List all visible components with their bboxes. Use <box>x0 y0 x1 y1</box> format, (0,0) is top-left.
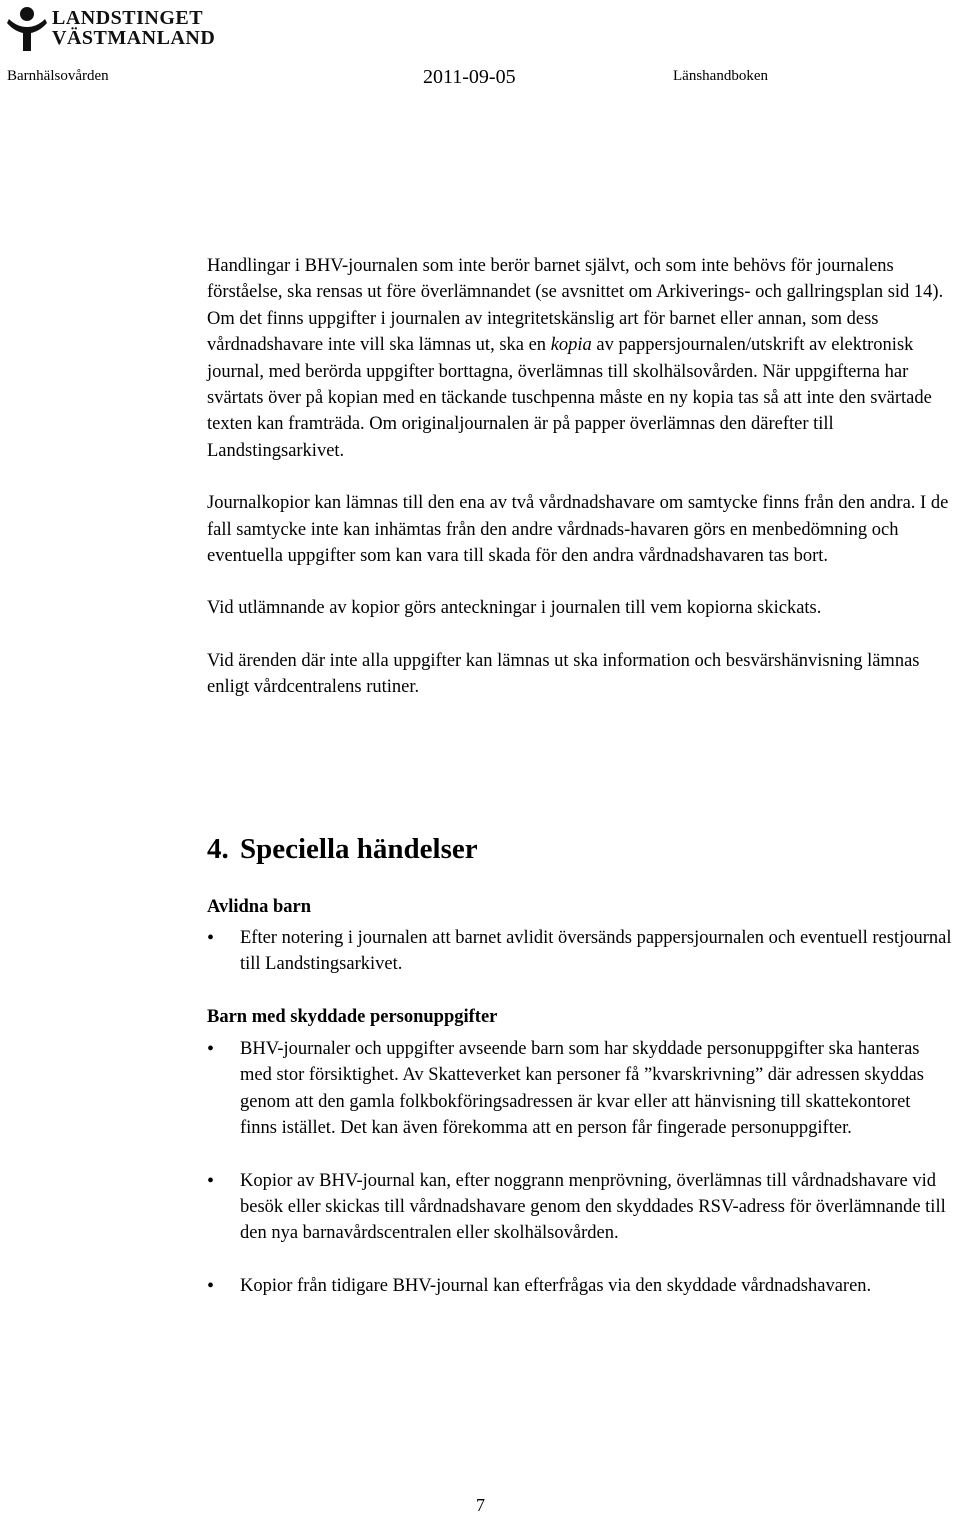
skyddade-list <box>207 1036 952 1325</box>
avlidna-list <box>207 925 952 1004</box>
bullet-icon: • <box>207 927 215 949</box>
header-date: 2011-09-05 <box>423 66 516 88</box>
section-number: 4. <box>207 833 229 865</box>
subheading-skyddade: Barn med skyddade personuppgifter <box>207 1007 498 1027</box>
header-left-text: Barnhälsovården <box>7 68 109 84</box>
page-header <box>0 0 960 100</box>
intro-section <box>207 253 952 701</box>
logo-line-1: LANDSTINGET <box>52 7 204 29</box>
intro-paragraph-3: Vid utlämnande av kopior görs anteckningar i journalen till vem kopiorna skickats. <box>207 598 822 619</box>
page-number: 7 <box>476 1495 485 1515</box>
italic-kopia: kopia <box>550 335 592 356</box>
intro-paragraph-1: Handlingar i BHV-journalen som inte berör barnet självt, och som inte behövs för journalens förståelse, ska rensas ut före överlämnandet (se avsnittet om Arkiverings- och gallringsplan sid 14). Om det finns uppgifter i journalen av integritetskänslig art för barnet eller annan, som dess vårdnadshavare inte vill ska lämnas ut, ska en kopia av pappersjournalen/utskrift av elektronisk journal, med berörda uppgifter borttagna, överlämnas till skolhälsovården. När uppgifterna har svärtats över på kopian med en täckande tuschpenna måste en ny kopia tas så att inte den svärtade texten kan framträda. Om originaljournalen är på papper överlämnas den därefter till Landstingsarkivet. <box>207 256 944 461</box>
list-item: • BHV-journaler och uppgifter avseende barn som har skyddade personuppgifter ska hanteras med stor försiktighet. Av Skatteverket kan personer få ”kvarskrivning” där adressen skyddas genom att den gamla folkbokföringsadressen är kvar eller att hänvisning till skattekontoret finns istället. Det kan även förekomma att en person får fingerade personuppgifter. <box>207 1038 924 1139</box>
figure-icon <box>5 5 49 53</box>
header-right-text: Länshandboken <box>673 68 768 84</box>
bullet-icon: • <box>207 1038 215 1060</box>
list-item: • Efter notering i journalen att barnet avlidit översänds pappersjournalen och eventuell restjournal till Landstingsarkivet. <box>207 927 952 975</box>
landstinget-logo <box>5 5 216 55</box>
section-heading <box>207 832 478 866</box>
bullet-icon: • <box>207 1274 215 1297</box>
list-item: • Kopior från tidigare BHV-journal kan efterfrågas via den skyddade vårdnadshavaren. <box>207 1273 952 1299</box>
section-title: Speciella händelser <box>240 833 478 865</box>
intro-paragraph-4: Vid ärenden där inte alla uppgifter kan lämnas ut ska information och besvärshänvisning lämnas enligt vårdcentralens rutiner. <box>207 650 920 698</box>
subheading-avlidna: Avlidna barn <box>207 897 312 917</box>
list-item: • Kopior av BHV-journal kan, efter noggrann menprövning, överlämnas till vårdnadshavare vid besök eller skickas till vårdnadshavare genom den skyddades RSV-adress för överlämnande till den nya barnavårdscentralen eller skolhälsovården. <box>207 1169 946 1244</box>
intro-paragraph-2: Journalkopior kan lämnas till den ena av två vårdnadshavare om samtycke finns från den andra. I de fall samtycke inte kan inhämtas från den andre vårdnads-havaren görs en menbedömning och eventuella uppgifter som kan vara till skada för den andra vårdnadshavaren tas bort. <box>207 493 949 567</box>
logo-line-2: VÄSTMANLAND <box>52 27 216 49</box>
bullet-icon: • <box>207 1169 215 1192</box>
